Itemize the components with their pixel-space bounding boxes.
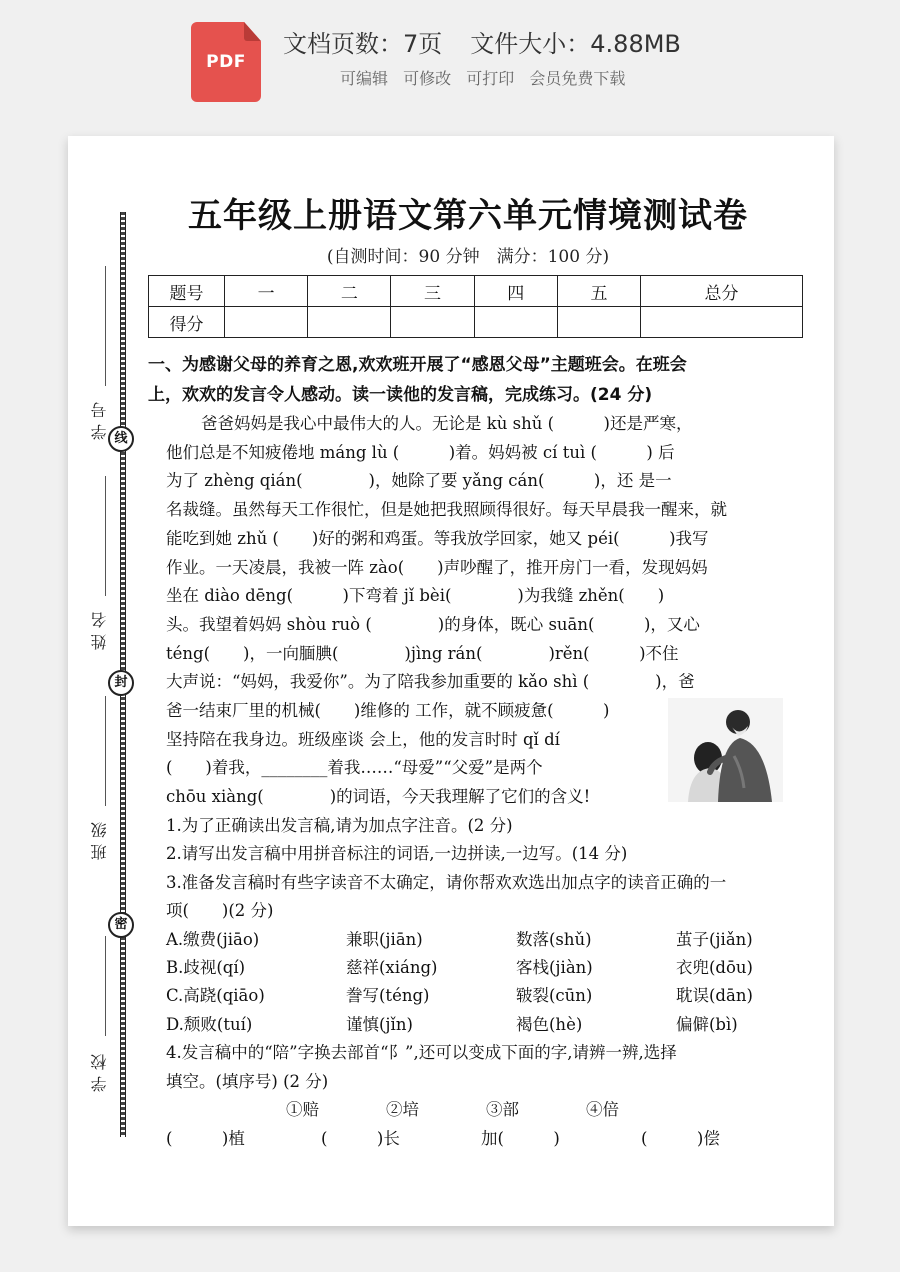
side-label-school: 学校 — [90, 1048, 109, 1092]
passage-line: 大声说：“妈妈，我爱你”。为了陪我参加重要的 kǎo shì ( )，爸 — [166, 672, 695, 692]
passage-line: ( )着我，________着我……“母爱”“父爱”是两个 — [166, 758, 543, 778]
passage-line: 他们总是不知疲倦地 máng lù ( )着。妈妈被 cí tuì ( ) 后 — [166, 442, 675, 462]
side-line-school — [105, 936, 106, 1036]
side-line-name — [105, 476, 106, 596]
score-table-header-row — [149, 276, 803, 307]
passage-line: 坐在 diào dēng( )下弯着 jǐ bèi( )为我缝 zhěn( ) — [166, 586, 665, 606]
feature-list — [340, 66, 635, 89]
side-line-class — [105, 696, 106, 806]
score-header-cell: 总分 — [641, 276, 803, 307]
option-item: 数落(shǔ) — [516, 929, 592, 949]
score-cell — [391, 307, 474, 338]
score-cell — [641, 307, 803, 338]
passage-line: 作业。一天凌晨，我被一阵 zào( )声吵醒了，推开房门一看，发现妈妈 — [166, 557, 708, 577]
score-row-label: 得分 — [149, 307, 225, 338]
score-table — [148, 275, 803, 338]
passage-line: chōu xiàng( )的词语，今天我理解了它们的含义! — [166, 787, 591, 807]
option-item: 誊写(téng) — [346, 986, 430, 1006]
exam-subtitle: (自测时间：90 分钟 满分：100 分) — [326, 247, 610, 267]
score-table-score-row — [149, 307, 803, 338]
score-header-cell: 一 — [225, 276, 308, 307]
seal-xian: 线 — [108, 426, 134, 452]
option-row — [166, 926, 803, 954]
option-item: 谨慎(jǐn) — [346, 1014, 413, 1034]
choice-item: ①赔 — [286, 1100, 319, 1120]
file-size: 文件大小：4.88MB — [470, 30, 681, 58]
option-item: 偏僻(bì) — [676, 1014, 738, 1034]
choice-item: ④倍 — [586, 1100, 619, 1120]
option-item: 客栈(jiàn) — [516, 958, 593, 978]
option-row — [166, 954, 803, 982]
passage-line: téng( )，一向腼腆( )jìng rán( )rěn( )不住 — [166, 643, 679, 663]
fill-blank-item: 加( ) — [481, 1128, 560, 1148]
option-item: C.高跷(qiāo) — [166, 986, 265, 1006]
choice-item: ②培 — [386, 1100, 419, 1120]
option-item: 耽误(dān) — [676, 986, 753, 1006]
score-cell — [557, 307, 640, 338]
option-row — [166, 982, 803, 1010]
exam-paper-page — [68, 136, 834, 1226]
feature-member-download: 会员免费下载 — [529, 69, 626, 88]
pdf-label: PDF — [206, 52, 246, 72]
passage-line: 坚持陪在我身边。班级座谈 会上，他的发言时时 qǐ dí — [166, 729, 560, 749]
side-label-name: 姓名 — [90, 606, 109, 650]
score-cell — [474, 307, 557, 338]
option-item: 褐色(hè) — [516, 1014, 583, 1034]
choice-item: ③部 — [486, 1100, 519, 1120]
passage-line: 头。我望着妈妈 shòu ruò ( )的身体，既心 suān( )，又心 — [166, 614, 700, 634]
score-header-cell: 题号 — [149, 276, 225, 307]
fill-blank-item: ( )植 — [166, 1128, 245, 1148]
sub-question-2: 2.请写出发言稿中用拼音标注的词语,一边拼读,一边写。(14 分) — [166, 844, 628, 864]
document-meta — [283, 24, 681, 59]
side-label-student-id: 学号 — [90, 396, 109, 440]
fill-blank-item: ( )长 — [321, 1128, 400, 1148]
score-header-cell: 五 — [557, 276, 640, 307]
question-heading-line: 一、为感谢父母的养育之恩,欢欢班开展了“感恩父母”主题班会。在班会 — [148, 355, 687, 375]
seal-mi: 密 — [108, 912, 134, 938]
answer-options — [148, 926, 803, 1039]
pdf-file-icon — [191, 22, 261, 102]
option-item: A.缴费(jiāo) — [166, 929, 260, 949]
exam-title: 五年级上册语文第六单元情境测试卷 — [188, 196, 748, 236]
feature-editable: 可编辑 — [340, 69, 389, 88]
score-header-cell: 三 — [391, 276, 474, 307]
feature-modifiable: 可修改 — [403, 69, 452, 88]
sub-question-3-cont: 项( )(2 分) — [166, 901, 274, 921]
option-item: 兼职(jiān) — [346, 929, 423, 949]
sub-question-1: 1.为了正确读出发言稿,请为加点字注音。(2 分) — [166, 815, 513, 835]
passage-line: 爸爸妈妈是我心中最伟大的人。无论是 kù shǔ ( )还是严寒， — [201, 414, 693, 433]
score-header-cell: 二 — [308, 276, 391, 307]
option-item: 衣兜(dōu) — [676, 958, 753, 978]
mother-child-illustration — [668, 698, 783, 802]
fill-row — [148, 1125, 803, 1154]
question-heading-line: 上，欢欢的发言令人感动。读一读他的发言稿，完成练习。(24 分) — [148, 385, 653, 405]
fill-blank-item: ( )偿 — [641, 1128, 720, 1148]
option-item: D.颓败(tuí) — [166, 1014, 253, 1034]
sub-question-4: 4.发言稿中的“陪”字换去部首“阝”,还可以变成下面的字,请辨一辨,选择 — [166, 1043, 677, 1063]
score-cell — [225, 307, 308, 338]
passage-line: 为了 zhèng qián( )，她除了要 yǎng cán( )，还 是一 — [166, 471, 672, 491]
page-count: 文档页数：7页 — [283, 30, 443, 58]
passage-line: 爸一结束厂里的机械( )维修的 工作，就不顾疲惫( ) — [166, 701, 610, 721]
passage-line: 能吃到她 zhǔ ( )好的粥和鸡蛋。等我放学回家，她又 péi( )我写 — [166, 528, 709, 548]
passage-line: 名裁缝。虽然每天工作很忙，但是她把我照顾得很好。每天早晨我一醒来，就 — [166, 500, 727, 520]
seal-feng: 封 — [108, 670, 134, 696]
option-item: 皲裂(cūn) — [516, 986, 593, 1006]
side-line-student-id — [105, 266, 106, 386]
option-item: 慈祥(xiáng) — [346, 958, 438, 978]
sub-question-3: 3.准备发言稿时有些字读音不太确定，请你帮欢欢选出加点字的读音正确的一 — [166, 872, 727, 892]
option-row — [166, 1011, 803, 1039]
score-header-cell: 四 — [474, 276, 557, 307]
option-item: 茧子(jiǎn) — [676, 929, 753, 949]
option-item: B.歧视(qí) — [166, 958, 246, 978]
sub-question-4-cont: 填空。(填序号) (2 分) — [166, 1071, 329, 1091]
feature-printable: 可打印 — [466, 69, 515, 88]
side-label-class: 班级 — [90, 816, 109, 860]
choice-row — [148, 1096, 803, 1125]
score-cell — [308, 307, 391, 338]
